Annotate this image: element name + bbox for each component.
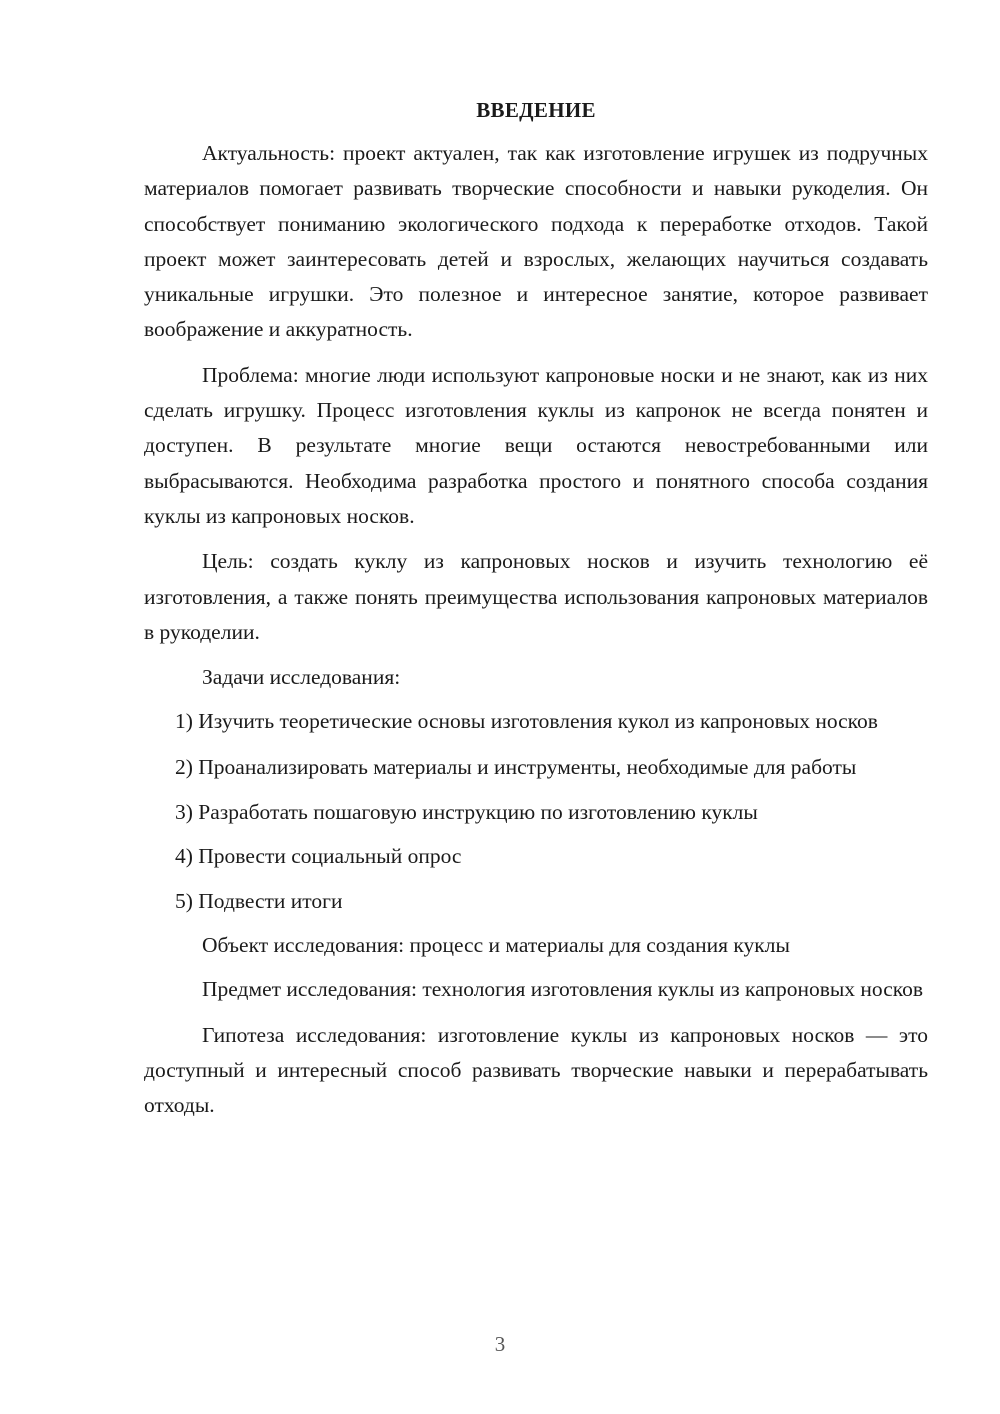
document-page bbox=[144, 96, 928, 1133]
paragraph-object: Объект исследования: процесс и материалы для создания куклы bbox=[202, 932, 790, 957]
list-item: 5) Подвести итоги bbox=[175, 888, 343, 913]
paragraph-problem: Проблема: многие люди используют капроновые носки и не знают, как из них сделать игрушку. Процесс изготовления куклы из капронок не всегда понятен и доступен. В результате многие вещи остаются невостребованными или выбрасываются. Необходима разработка простого и понятного способа создания куклы из капроновых носков. bbox=[144, 362, 928, 528]
paragraph-goal: Цель: создать куклу из капроновых носков и изучить технологию её изготовления, а также понять преимущества использования капроновых материалов в рукоделии. bbox=[144, 549, 928, 644]
list-item: 2) Проанализировать материалы и инструменты, необходимые для работы bbox=[175, 754, 857, 779]
paragraph-hypothesis: Гипотеза исследования: изготовление куклы из капроновых носков — это доступный и интересный способ развивать творческие навыки и перерабатывать отходы. bbox=[144, 1022, 928, 1118]
paragraph-subject: Предмет исследования: технология изготовления куклы из капроновых носков bbox=[202, 977, 924, 1002]
list-item: 4) Провести социальный опрос bbox=[175, 844, 462, 869]
tasks-title: Задачи исследования: bbox=[202, 665, 401, 690]
list-item: 1) Изучить теоретические основы изготовления кукол из капроновых носков bbox=[175, 709, 878, 734]
paragraph-relevance: Актуальность: проект актуален, так как изготовление игрушек из подручных материалов помогает развивать творческие способности и навыки рукоделия. Он способствует пониманию экологического подхода к переработке отходов. Такой проект может заинтересовать детей и взрослых, желающих научиться создавать уникальные игрушки. Это полезное и интересное занятие, которое развивает воображение и аккуратность. bbox=[144, 141, 928, 342]
list-item: 3) Разработать пошаговую инструкцию по изготовлению куклы bbox=[175, 800, 758, 825]
section-heading: ВВЕДЕНИЕ bbox=[476, 98, 596, 122]
tasks-list bbox=[144, 704, 928, 918]
page-number: 3 bbox=[494, 1332, 506, 1356]
